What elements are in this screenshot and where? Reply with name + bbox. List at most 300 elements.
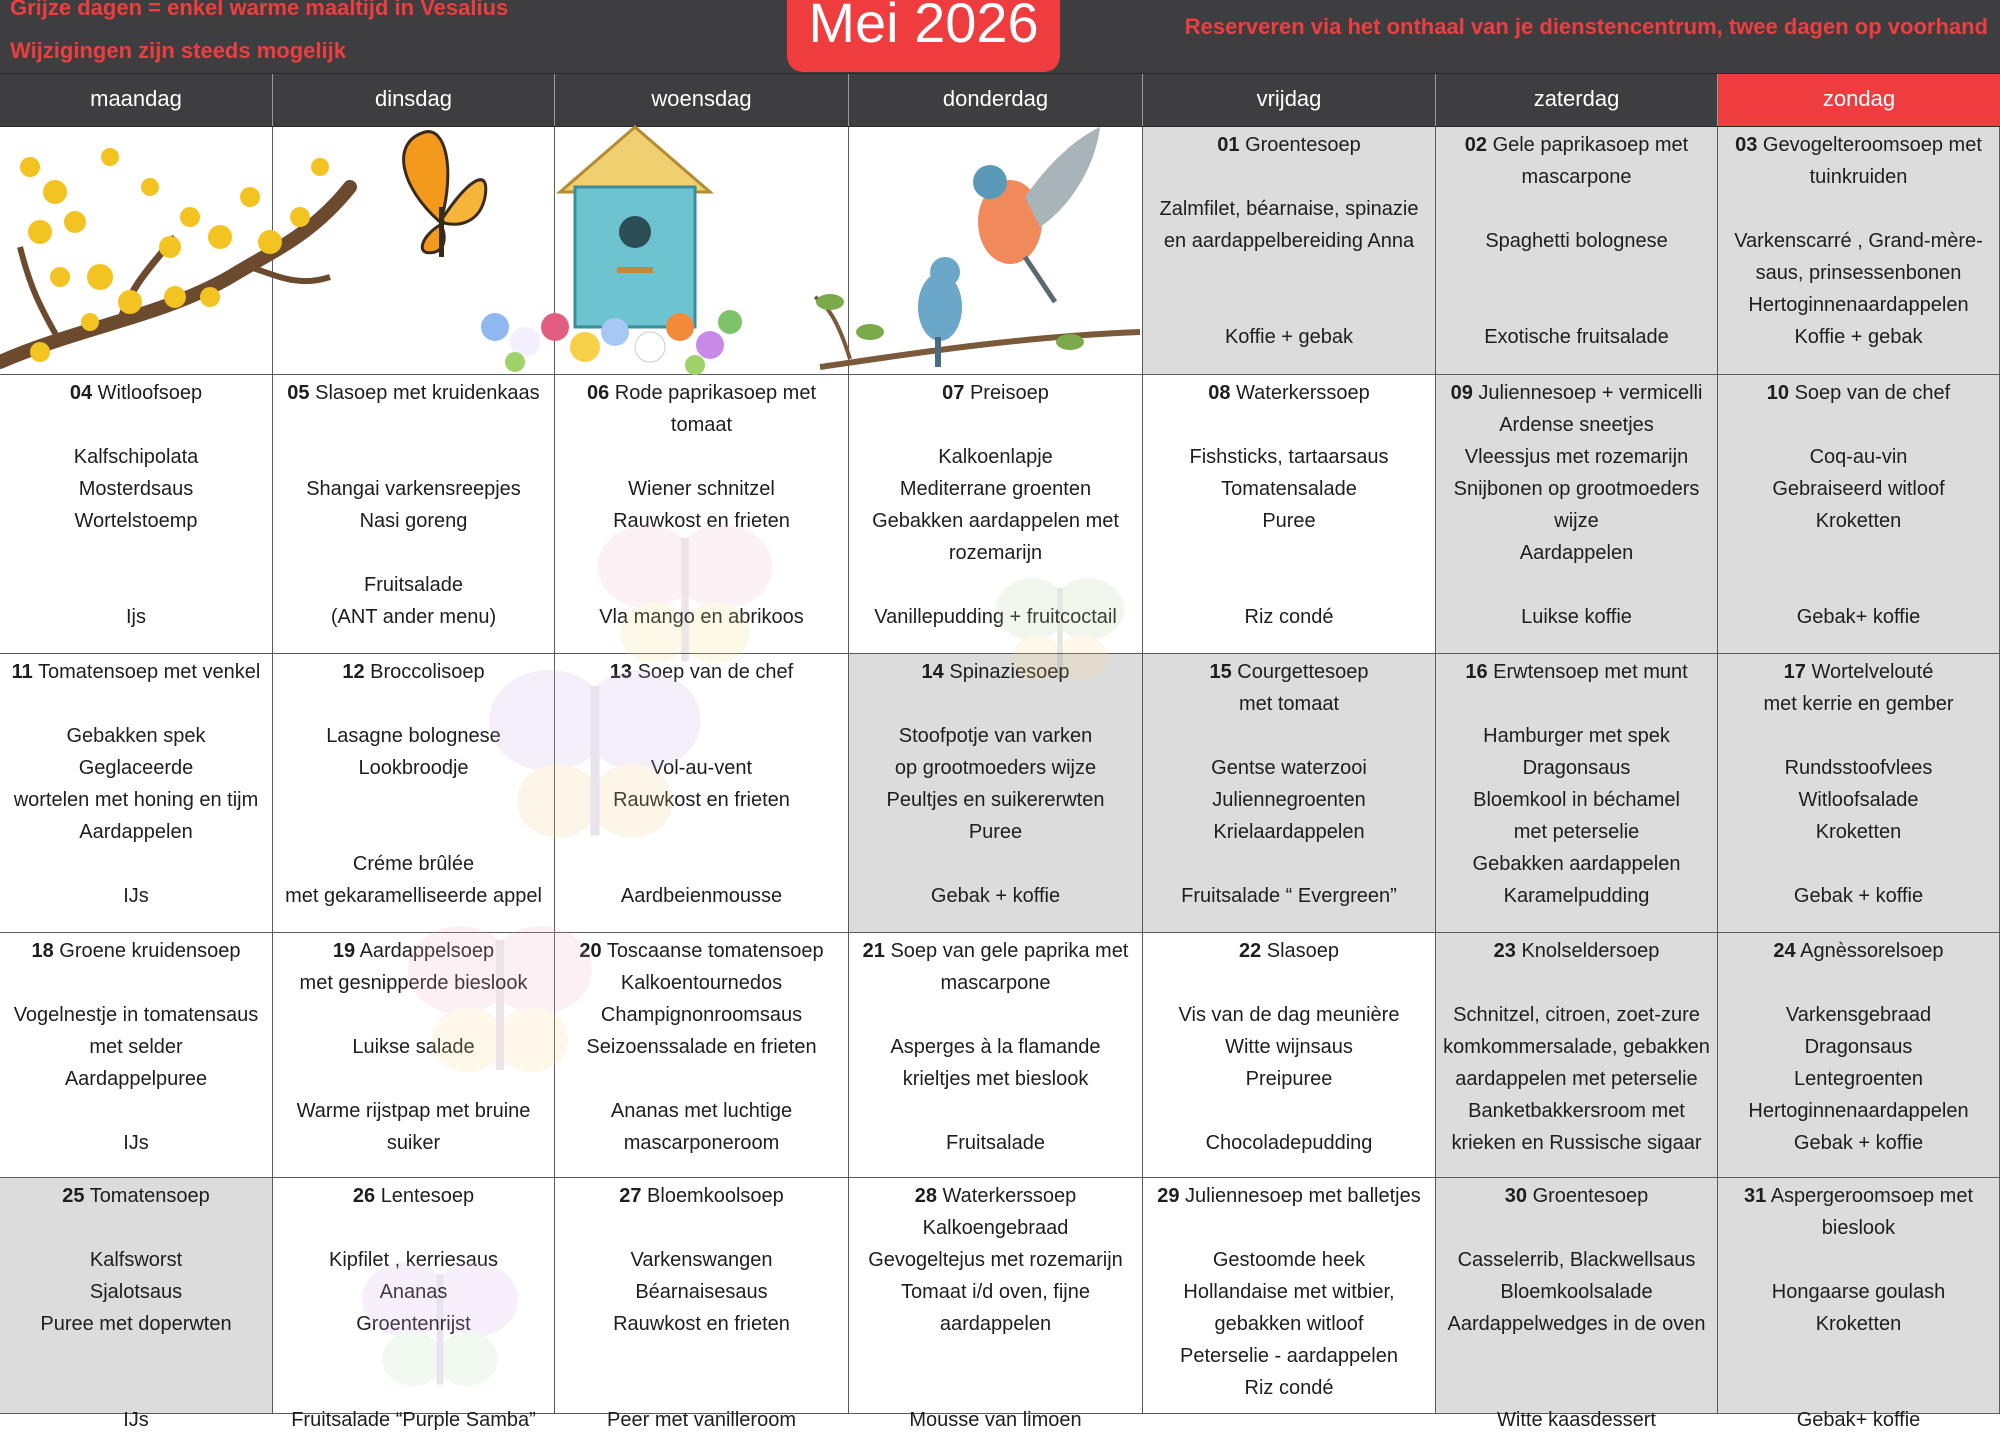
- spacer: [0, 1340, 272, 1372]
- day-number: 09: [1450, 382, 1473, 404]
- spacer: [273, 999, 554, 1031]
- menu-line: mascarpone: [1521, 166, 1632, 188]
- day-number: 05: [287, 382, 310, 404]
- day-cell: [1436, 654, 1718, 933]
- day-cell: [1718, 933, 2000, 1178]
- day-cell: [273, 654, 555, 933]
- day-cell: [273, 933, 555, 1178]
- day-number: 08: [1208, 382, 1231, 404]
- menu-line: Spaghetti bolognese: [1485, 230, 1668, 252]
- soup-line: [273, 377, 554, 409]
- spacer: [849, 409, 1142, 441]
- spacer: [1143, 289, 1435, 321]
- menu-line: Nasi goreng: [359, 510, 468, 532]
- menu-line: Dragonsaus: [1522, 757, 1631, 779]
- dish-text: Preisoep: [969, 382, 1049, 404]
- menu-line: krieken en Russische sigaar: [1451, 1132, 1702, 1154]
- menu-line: Ijs: [126, 606, 146, 628]
- soup-line: [1436, 377, 1717, 409]
- menu-line: Preipuree: [1245, 1068, 1333, 1090]
- dish-text: Courgettesoep: [1237, 661, 1369, 683]
- menu-line: aardappelen met peterselie: [1455, 1068, 1698, 1090]
- menu-line: Casselerrib, Blackwellsaus: [1457, 1249, 1696, 1271]
- spacer: [273, 1340, 554, 1372]
- day-number: 04: [69, 382, 93, 404]
- soup-line: [1143, 377, 1435, 409]
- menu-line: Geglaceerde: [78, 757, 194, 779]
- menu-line: Gebakken aardappelen: [1472, 853, 1681, 875]
- spacer: [1436, 1212, 1717, 1244]
- day-number: 14: [921, 661, 944, 683]
- day-number: 03: [1735, 134, 1758, 156]
- menu-line: Riz condé: [1244, 606, 1334, 628]
- menu-line: Gebak+ koffie: [1796, 606, 1921, 628]
- menu-line: Aardappelpuree: [64, 1068, 208, 1090]
- day-number: 15: [1209, 661, 1232, 683]
- day-cell: [0, 933, 273, 1178]
- menu-line: Hertoginnenaardappelen: [1748, 1100, 1969, 1122]
- menu-line: Gebakken aardappelen met: [872, 510, 1119, 532]
- spacer: [555, 569, 848, 601]
- dish-text: Soep van de chef: [637, 661, 794, 683]
- spacer: [1143, 848, 1435, 880]
- spacer: [1436, 1340, 1717, 1372]
- spacer: [1143, 1212, 1435, 1244]
- soup-line: [1143, 1180, 1435, 1212]
- dish-text: Bloemkoolsoep: [647, 1185, 784, 1207]
- menu-line: Fruitsalade “Purple Samba”: [291, 1409, 536, 1431]
- spacer: [1143, 257, 1435, 289]
- dish-text: Witloofsoep: [97, 382, 203, 404]
- menu-line: Varkenscarré , Grand-mère-: [1734, 230, 1983, 252]
- soup-line: [555, 377, 848, 409]
- spacer: [555, 537, 848, 569]
- day-cell: [1436, 1178, 1718, 1431]
- spacer: [1718, 569, 1999, 601]
- day-number: 17: [1783, 661, 1806, 683]
- day-header-wednesday: woensdag: [555, 74, 849, 126]
- day-number: 24: [1773, 940, 1796, 962]
- empty-day-cell: [273, 127, 555, 375]
- menu-line: Varkenswangen: [630, 1249, 773, 1271]
- menu-line: Kalkoentournedos: [620, 972, 783, 994]
- menu-line: Warme rijstpap met bruine: [296, 1100, 531, 1122]
- menu-line: Exotische fruitsalade: [1484, 326, 1669, 348]
- menu-line: Kipfilet , kerriesaus: [329, 1249, 498, 1271]
- menu-line: Kalkoenlapje: [938, 446, 1053, 468]
- spacer: [1718, 1340, 1999, 1372]
- spacer: [273, 784, 554, 816]
- soup-line: [273, 1180, 554, 1212]
- day-number: 07: [942, 382, 965, 404]
- soup-line: [1436, 656, 1717, 688]
- day-header-monday: maandag: [0, 74, 273, 126]
- menu-line: Créme brûlée: [352, 853, 475, 875]
- day-cell: [1143, 933, 1436, 1178]
- spacer: [0, 569, 272, 601]
- menu-line: Lasagne bolognese: [326, 725, 501, 747]
- day-cell: [1143, 1178, 1436, 1414]
- menu-line: Wortelstoemp: [74, 510, 198, 532]
- menu-line: Vol-au-vent: [650, 757, 753, 779]
- day-number: 27: [619, 1185, 642, 1207]
- menu-line: Aardappelen: [1519, 542, 1634, 564]
- day-cell: [555, 1178, 849, 1431]
- soup-line: [1143, 129, 1435, 161]
- empty-day-cell: [849, 127, 1143, 375]
- spacer: [1718, 193, 1999, 225]
- menu-line: Koffie + gebak: [1224, 326, 1354, 348]
- day-header-tuesday: dinsdag: [273, 74, 555, 126]
- spacer: [555, 441, 848, 473]
- day-number: 13: [609, 661, 632, 683]
- spacer: [555, 720, 848, 752]
- spacer: [1436, 967, 1717, 999]
- soup-line: [1718, 377, 1999, 409]
- day-cell: [1718, 1178, 2000, 1431]
- menu-line: Fishsticks, tartaarsaus: [1189, 446, 1389, 468]
- menu-line: Asperges à la flamande: [890, 1036, 1101, 1058]
- dish-text: Gele paprikasoep met: [1492, 134, 1689, 156]
- spacer: [849, 848, 1142, 880]
- dish-text: Toscaanse tomatensoep: [606, 940, 824, 962]
- menu-line: Lentegroenten: [1793, 1068, 1923, 1090]
- menu-line: IJs: [123, 885, 149, 907]
- day-cell: [555, 654, 849, 933]
- menu-line: Fruitsalade: [364, 574, 463, 596]
- dish-text: Tomatensoep met venkel: [38, 661, 261, 683]
- menu-line: Wiener schnitzel: [628, 478, 775, 500]
- menu-line: IJs: [123, 1132, 149, 1154]
- menu-line: Koffie + gebak: [1794, 326, 1923, 348]
- spacer: [0, 688, 272, 720]
- reservation-note: Reserveren via het onthaal van je dienstencentrum, twee dagen op voorhand: [1184, 14, 1988, 39]
- spacer: [849, 569, 1142, 601]
- spacer: [1436, 688, 1717, 720]
- day-number: 30: [1504, 1185, 1528, 1207]
- day-cell: [849, 375, 1143, 654]
- menu-line: Peer met vanilleroom: [607, 1409, 796, 1431]
- menu-line: Tomaat i/d oven, fijne: [901, 1281, 1090, 1303]
- grey-days-note: Grijze dagen = enkel warme maaltijd in Vesalius: [10, 0, 509, 20]
- menu-line: (ANT ander menu): [330, 606, 497, 628]
- spacer: [1718, 967, 1999, 999]
- soup-line: [849, 1180, 1142, 1212]
- soup-line: [0, 935, 272, 967]
- day-cell: [1436, 933, 1718, 1178]
- menu-line: Aardbeienmousse: [620, 885, 783, 907]
- menu-line: Mousse van limoen: [909, 1409, 1082, 1431]
- menu-line: Shangai varkensreepjes: [306, 478, 521, 500]
- day-cell: [849, 1178, 1143, 1431]
- spacer: [273, 688, 554, 720]
- menu-line: Witte kaasdessert: [1497, 1409, 1656, 1431]
- menu-line: Sjalotsaus: [89, 1281, 183, 1303]
- day-cell: [1718, 654, 2000, 933]
- dish-text: Groentesoep: [1245, 134, 1361, 156]
- dish-text: Soep van gele paprika met: [890, 940, 1129, 962]
- spacer: [555, 1063, 848, 1095]
- menu-line: wortelen met honing en tijm: [13, 789, 259, 811]
- spacer: [1143, 409, 1435, 441]
- day-number: 21: [862, 940, 885, 962]
- menu-line: komkommersalade, gebakken: [1443, 1036, 1710, 1058]
- menu-line: Coq-au-vin: [1809, 446, 1908, 468]
- spacer: [555, 848, 848, 880]
- menu-line: Vogelnestje in tomatensaus: [13, 1004, 259, 1026]
- soup-line: [849, 656, 1142, 688]
- dish-text: Aardappelsoep: [359, 940, 495, 962]
- soup-line: [1718, 935, 1999, 967]
- spacer: [1143, 161, 1435, 193]
- day-cell: [849, 933, 1143, 1178]
- menu-line: Juliennegroenten: [1212, 789, 1366, 811]
- changes-note: Wijzigingen zijn steeds mogelijk: [10, 38, 346, 63]
- spacer: [849, 688, 1142, 720]
- day-cell: [273, 375, 555, 654]
- menu-line: Bloemkool in béchamel: [1473, 789, 1680, 811]
- menu-line: Gestoomde heek: [1212, 1249, 1366, 1271]
- spacer: [0, 1212, 272, 1244]
- spacer: [555, 816, 848, 848]
- spacer: [1718, 720, 1999, 752]
- menu-line: Champignonroomsaus: [600, 1004, 803, 1026]
- menu-line: Chocoladepudding: [1205, 1132, 1373, 1154]
- weekday-header-row: [0, 73, 2000, 127]
- day-cell: [849, 654, 1143, 933]
- soup-line: [1143, 656, 1435, 688]
- menu-line: Krielaardappelen: [1213, 821, 1365, 843]
- day-cell: [1718, 375, 2000, 654]
- empty-day-cell: [555, 127, 849, 375]
- menu-line: Gevogeltejus met rozemarijn: [868, 1249, 1123, 1271]
- menu-line: Gebak+ koffie: [1796, 1409, 1921, 1431]
- soup-line: [0, 377, 272, 409]
- day-number: 11: [11, 661, 33, 683]
- day-header-sunday: zondag: [1718, 74, 2000, 126]
- menu-line: saus, prinsessenbonen: [1755, 262, 1962, 284]
- spacer: [849, 999, 1142, 1031]
- spacer: [0, 537, 272, 569]
- spacer: [1143, 720, 1435, 752]
- menu-line: Rauwkost en frieten: [613, 789, 790, 811]
- menu-line: Peultjes en suikererwten: [886, 789, 1105, 811]
- day-cell: [1143, 654, 1436, 933]
- day-cell: [1718, 127, 2000, 375]
- menu-line: Kalfsworst: [89, 1249, 183, 1271]
- day-number: 02: [1464, 134, 1487, 156]
- menu-line: Varkensgebraad: [1785, 1004, 1932, 1026]
- spacer: [273, 1372, 554, 1404]
- menu-line: Vanillepudding + fruitcoctail: [874, 606, 1117, 628]
- spacer: [273, 409, 554, 441]
- dish-text: Wortelvelouté: [1811, 661, 1934, 683]
- menu-line: met gesnipperde bieslook: [299, 972, 528, 994]
- spacer: [1718, 1244, 1999, 1276]
- menu-line: Kroketten: [1815, 510, 1902, 532]
- soup-line: [0, 1180, 272, 1212]
- menu-line: Hamburger met spek: [1483, 725, 1670, 747]
- menu-line: mascarponeroom: [623, 1132, 780, 1154]
- menu-line: Kroketten: [1815, 1313, 1902, 1335]
- spacer: [1718, 409, 1999, 441]
- menu-line: Gentse waterzooi: [1211, 757, 1367, 779]
- dish-text: Soep van de chef: [1794, 382, 1951, 404]
- dish-text: Erwtensoep met munt: [1493, 661, 1688, 683]
- day-cell: [1143, 375, 1436, 654]
- menu-line: met selder: [89, 1036, 183, 1058]
- dish-text: Gevogelteroomsoep met: [1762, 134, 1982, 156]
- menu-line: Tomatensalade: [1221, 478, 1357, 500]
- menu-line: Mosterdsaus: [78, 478, 194, 500]
- menu-line: Rauwkost en frieten: [613, 510, 790, 532]
- soup-line: [849, 377, 1142, 409]
- spacer: [273, 1212, 554, 1244]
- spacer: [1143, 1095, 1435, 1127]
- menu-line: aardappelen: [939, 1313, 1052, 1335]
- menu-line: Rundsstoofvlees: [1784, 757, 1933, 779]
- menu-line: met kerrie en gember: [1763, 693, 1954, 715]
- dish-text: Slasoep met kruidenkaas: [315, 382, 540, 404]
- menu-line: Hollandaise met witbier,: [1183, 1281, 1395, 1303]
- spacer: [1143, 967, 1435, 999]
- menu-line: Gebakken spek: [66, 725, 206, 747]
- soup-line: [1143, 935, 1435, 967]
- menu-line: Vis van de dag meunière: [1178, 1004, 1400, 1026]
- day-cell: [1143, 127, 1436, 375]
- menu-line: Witte wijnsaus: [1225, 1036, 1353, 1058]
- dish-text: Waterkerssoep: [942, 1185, 1077, 1207]
- day-cell: [273, 1178, 555, 1431]
- menu-line: Peterselie - aardappelen: [1180, 1345, 1398, 1367]
- spacer: [1436, 257, 1717, 289]
- soup-line: [1718, 1180, 1999, 1212]
- day-header-saturday: zaterdag: [1436, 74, 1718, 126]
- month-title: [787, 0, 1060, 72]
- menu-line: Aardappelen: [79, 821, 193, 843]
- dish-text: Tomatensoep: [89, 1185, 210, 1207]
- spacer: [555, 688, 848, 720]
- month-title-text: Mei 2026: [808, 0, 1039, 54]
- soup-line: [555, 656, 848, 688]
- menu-line: Seizoenssalade en frieten: [586, 1036, 817, 1058]
- menu-line: Fruitsalade: [946, 1132, 1045, 1154]
- day-number: 28: [914, 1185, 937, 1207]
- menu-line: Gebak + koffie: [1793, 1132, 1924, 1154]
- soup-line: [1436, 1180, 1717, 1212]
- day-cell: [0, 654, 273, 933]
- menu-line: krieltjes met bieslook: [902, 1068, 1089, 1090]
- day-number: 16: [1465, 661, 1488, 683]
- menu-line: Riz condé: [1244, 1377, 1334, 1399]
- menu-line: Ananas met luchtige: [610, 1100, 793, 1122]
- menu-line: Kroketten: [1815, 821, 1902, 843]
- day-cell: [0, 375, 273, 654]
- soup-line: [273, 935, 554, 967]
- menu-line: Puree met doperwten: [40, 1313, 232, 1335]
- spacer: [555, 1212, 848, 1244]
- day-number: 12: [342, 661, 365, 683]
- menu-line: rozemarijn: [948, 542, 1043, 564]
- spacer: [273, 816, 554, 848]
- spacer: [849, 1372, 1142, 1404]
- spacer: [555, 1340, 848, 1372]
- dish-text: Lentesoep: [380, 1185, 475, 1207]
- spacer: [849, 1095, 1142, 1127]
- menu-line: Kalfschipolata: [73, 446, 199, 468]
- menu-line: Snijbonen op grootmoeders: [1453, 478, 1700, 500]
- soup-line: [555, 1180, 848, 1212]
- spacer: [1436, 193, 1717, 225]
- menu-line: Banketbakkersroom met: [1468, 1100, 1685, 1122]
- header-bar: [0, 0, 2000, 73]
- menu-line: Gebak + koffie: [930, 885, 1061, 907]
- menu-line: tomaat: [670, 414, 733, 436]
- spacer: [849, 1340, 1142, 1372]
- menu-line: Ananas: [379, 1281, 448, 1303]
- dish-text: Groene kruidensoep: [59, 940, 241, 962]
- soup-line: [0, 656, 272, 688]
- day-number: 26: [352, 1185, 376, 1207]
- soup-line: [1436, 129, 1717, 161]
- menu-line: wijze: [1554, 510, 1599, 532]
- day-header-thursday: donderdag: [849, 74, 1143, 126]
- spacer: [1436, 569, 1717, 601]
- menu-line: Bloemkoolsalade: [1500, 1281, 1653, 1303]
- menu-line: Stoofpotje van varken: [898, 725, 1093, 747]
- day-number: 29: [1157, 1185, 1180, 1207]
- day-number: 20: [579, 940, 602, 962]
- dish-text: Agnèssorelsoep: [1800, 940, 1944, 962]
- dish-text: Spinaziesoep: [949, 661, 1070, 683]
- spacer: [273, 537, 554, 569]
- menu-line: Mediterrane groenten: [899, 478, 1092, 500]
- menu-line: Aardappelwedges in de oven: [1447, 1313, 1706, 1335]
- menu-line: Gebak + koffie: [1793, 885, 1924, 907]
- menu-line: Puree: [1262, 510, 1316, 532]
- spacer: [0, 409, 272, 441]
- menu-line: met peterselie: [1513, 821, 1640, 843]
- day-number: 01: [1217, 134, 1240, 156]
- menu-line: tuinkruiden: [1809, 166, 1908, 188]
- dish-text: Waterkerssoep: [1236, 382, 1370, 404]
- menu-line: Dragonsaus: [1804, 1036, 1913, 1058]
- menu-line: op grootmoeders wijze: [894, 757, 1097, 779]
- soup-line: [849, 935, 1142, 967]
- soup-line: [273, 656, 554, 688]
- menu-line: Lookbroodje: [358, 757, 469, 779]
- spacer: [1718, 848, 1999, 880]
- menu-line: Kalkoengebraad: [922, 1217, 1069, 1239]
- soup-line: [555, 935, 848, 967]
- menu-line: Hertoginnenaardappelen: [1748, 294, 1969, 316]
- spacer: [273, 1063, 554, 1095]
- day-cell: [1436, 375, 1718, 654]
- menu-line: Ardense sneetjes: [1499, 414, 1654, 436]
- menu-line: Schnitzel, citroen, zoet-zure: [1453, 1004, 1700, 1026]
- menu-line: bieslook: [1821, 1217, 1896, 1239]
- day-number: 31: [1743, 1185, 1767, 1207]
- dish-text: Knolseldersoep: [1521, 940, 1660, 962]
- dish-text: Juliennesoep met balletjes: [1185, 1185, 1421, 1207]
- spacer: [273, 441, 554, 473]
- dish-text: Slasoep: [1266, 940, 1340, 962]
- menu-line: met tomaat: [1238, 693, 1340, 715]
- dish-text: Rode paprikasoep met: [614, 382, 817, 404]
- menu-line: Luikse koffie: [1521, 606, 1632, 628]
- menu-line: mascarpone: [940, 972, 1051, 994]
- menu-line: gebakken witloof: [1214, 1313, 1364, 1335]
